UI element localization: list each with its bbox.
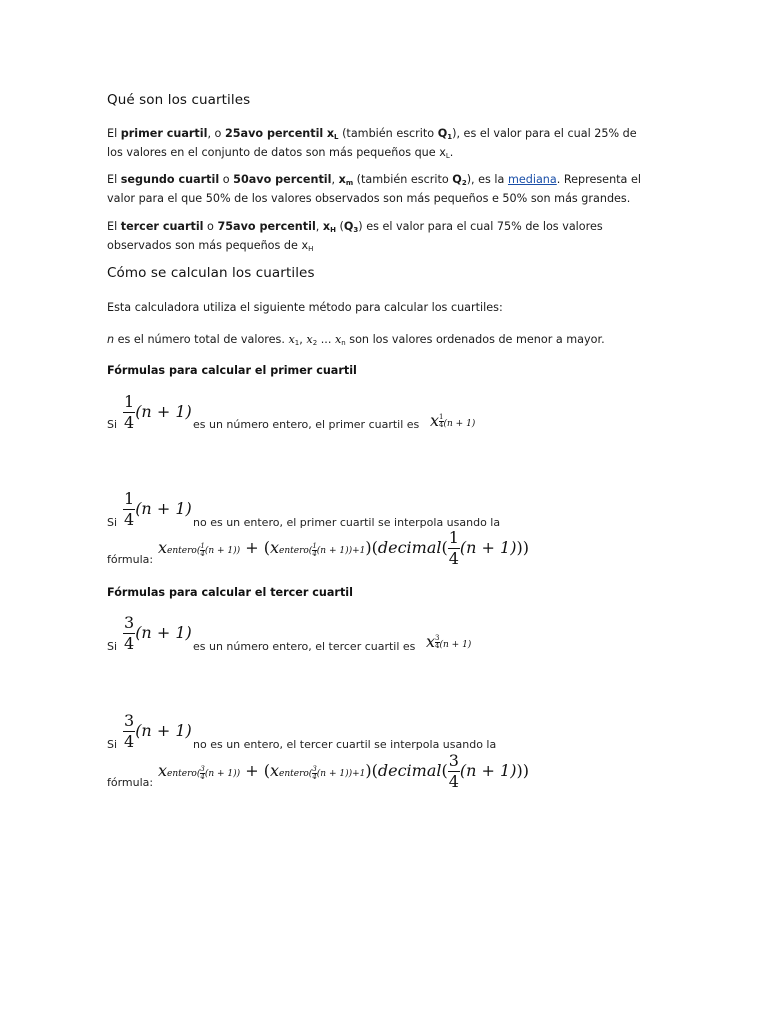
- formula-label-1: fórmula:: [107, 553, 154, 566]
- heading-como-se-calculan: Cómo se calculan los cuartiles: [107, 265, 315, 281]
- q3-index-expression: x $\frac{3}{4}$ (n + 1): [426, 632, 472, 651]
- n-definition: n es el número total de valores. $x_1$, $x_2$ ... $x_n$ son los valores ordenados de menor a mayor.: [107, 333, 605, 347]
- formula-label-2: fórmula:: [107, 776, 154, 789]
- si-label-2: Si: [107, 516, 118, 529]
- first-case1-text: es un número entero, el primer cuartil es: [193, 418, 420, 431]
- fraction-three-quarter-expression: $\frac{3}{4}$ (n + 1): [124, 613, 192, 653]
- q1-interpolation-formula: xentero( $\frac{1}{4}$ (n + 1)) + (xentero( $\frac{1}{4}$ (n + 1))+1)(decimal( $\frac{1}{4}$ (n + 1))): [158, 528, 529, 568]
- third-case2-text: no es un entero, el tercer cuartil se interpola usando la: [193, 738, 497, 751]
- si-label-3: Si: [107, 640, 118, 653]
- mediana-link[interactable]: mediana: [507, 173, 557, 186]
- intro-text: Esta calculadora utiliza el siguiente método para calcular los cuartiles:: [107, 301, 503, 314]
- heading-tercer-cuartil-formulas: Fórmulas para calcular el tercer cuartil: [107, 586, 353, 599]
- si-label-1: Si: [107, 418, 118, 431]
- first-case2-text: no es un entero, el primer cuartil se interpola usando la: [193, 516, 501, 529]
- heading-que-son: Qué son los cuartiles: [107, 92, 251, 108]
- q3-interpolation-formula: xentero( $\frac{3}{4}$ (n + 1)) + (xentero( $\frac{3}{4}$ (n + 1))+1)(decimal( $\frac{3}{4}$ (n + 1))): [158, 751, 529, 791]
- third-case1-text: es un número entero, el tercer cuartil es: [193, 640, 416, 653]
- fraction-one-quarter-expression: $\frac{1}{4}$ (n + 1): [124, 392, 192, 432]
- paragraph-tercer-cuartil: El tercer cuartil o 75avo percentil, $x_H$ $(Q_3)$ es el valor para el cual 75% de los valores observados son más pequeños de $x_H$: [107, 220, 603, 253]
- heading-primer-cuartil-formulas: Fórmulas para calcular el primer cuartil: [107, 364, 357, 377]
- paragraph-primer-cuartil: El primer cuartil, o 25avo percentil $x_L$ (también escrito $Q_1$), es el valor para el cual 25% de los valores en el conjunto de datos son más pequeños que $x_L$.: [107, 127, 637, 160]
- si-label-4: Si: [107, 738, 118, 751]
- fraction-one-quarter-expression-2: $\frac{1}{4}$ (n + 1): [124, 489, 192, 529]
- q1-index-expression: x $\frac{1}{4}$ (n + 1): [430, 411, 476, 430]
- paragraph-segundo-cuartil: El segundo cuartil o 50avo percentil, $x_m$ (también escrito $Q_2$), es la mediana. Representa el valor para el que 50% de los valores observados son más pequeños e 50% son más grandes.: [107, 173, 641, 205]
- fraction-three-quarter-expression-2: $\frac{3}{4}$ (n + 1): [124, 711, 192, 751]
